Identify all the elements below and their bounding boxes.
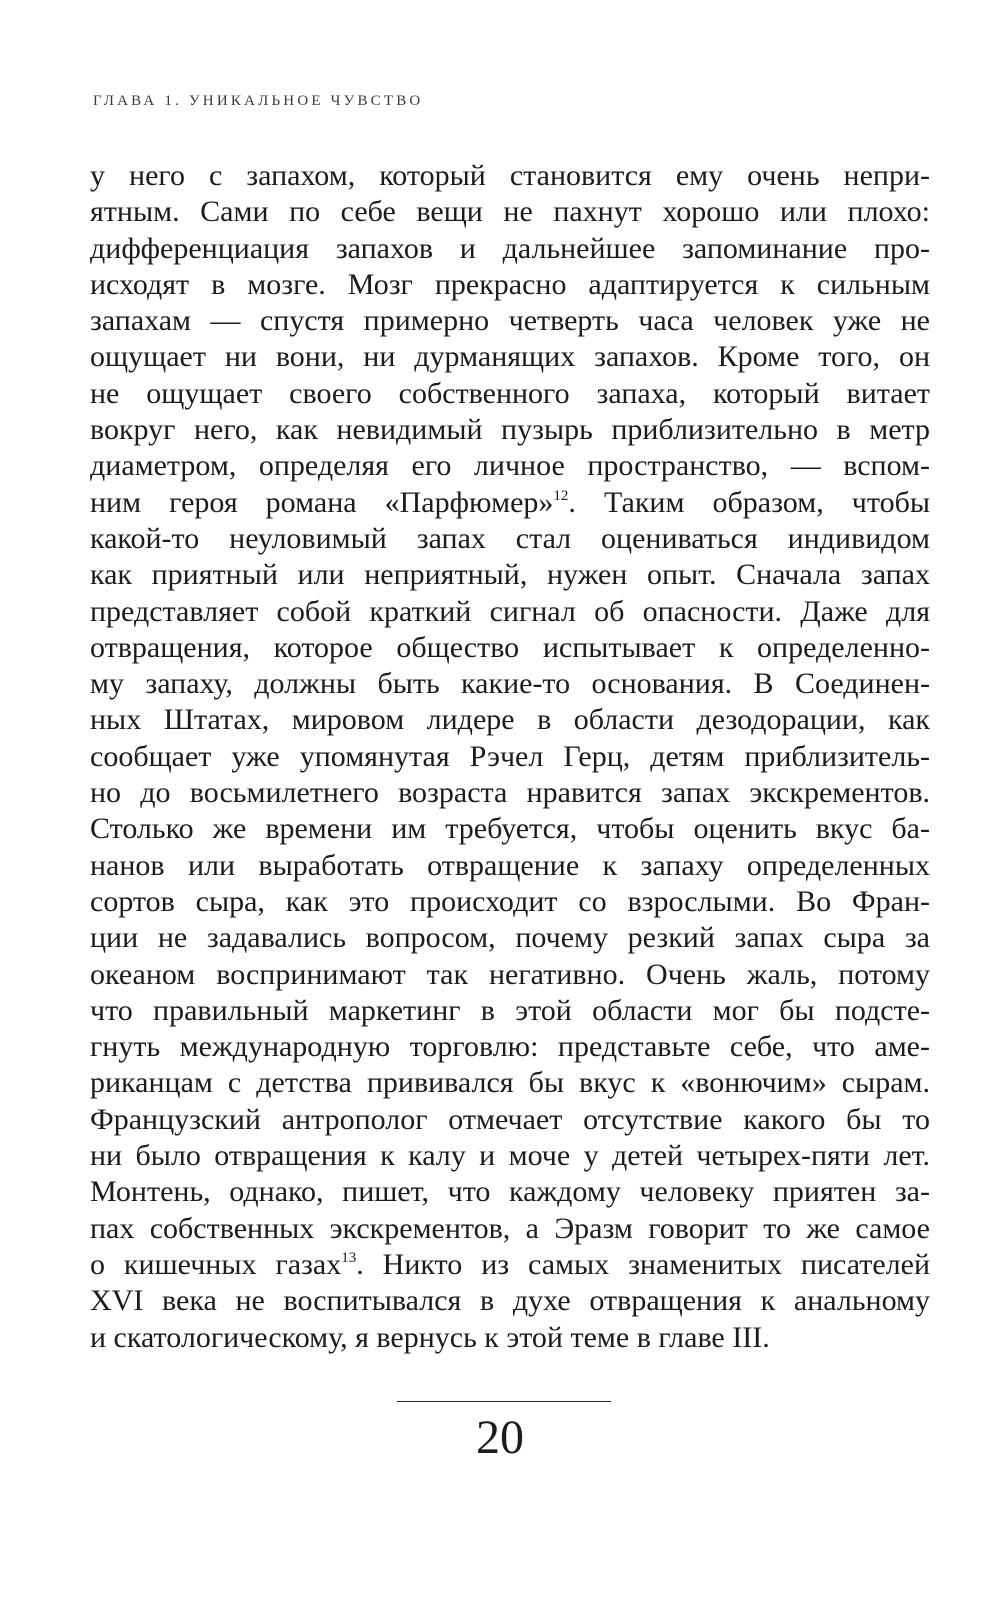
text-line-content: ятным. Сами по себе вещи не пахнут хорошо или плохо: (90, 195, 930, 229)
text-line (90, 485, 930, 521)
text-line (90, 920, 930, 956)
page-number-rule (397, 1401, 611, 1402)
text-line-content: риканцам с детства прививался бы вкус к «вонючим» сырам. (90, 1066, 930, 1100)
text-line-content: Монтень, однако, пишет, что каждому человеку приятен за- (90, 1175, 930, 1209)
text-line (90, 339, 930, 375)
text-line (90, 376, 930, 412)
text-line-content: XVI века не воспитывался в духе отвращения к анальному (90, 1284, 930, 1318)
text-line-continuation: . Таким образом, чтобы (568, 485, 930, 519)
text-line (90, 1102, 930, 1138)
text-line-content: ни было отвращения к калу и моче у детей четырех-пяти лет. (90, 1139, 930, 1173)
text-line-content: какой-то неуловимый запах стал оцениваться индивидом (90, 521, 930, 555)
text-line-content: ных Штатах, мировом лидере в области дезодорации, как (90, 703, 930, 737)
text-line-content: как приятный или неприятный, нужен опыт. Сначала запах (90, 558, 930, 592)
text-line (90, 1174, 930, 1210)
footnote-reference: 13 (341, 1249, 357, 1266)
text-line-content: не ощущает своего собственного запаха, который витает (90, 376, 930, 410)
text-line (90, 1320, 930, 1356)
text-line-content: но до восьмилетнего возраста нравится запах экскрементов. (90, 776, 930, 810)
text-line-content: запахам — спустя примерно четверть часа человек уже не (90, 304, 930, 338)
text-line (90, 412, 930, 448)
text-line-content: дифференциация запахов и дальнейшее запоминание про- (90, 231, 930, 265)
text-line (90, 303, 930, 339)
text-line (90, 702, 930, 738)
text-line (90, 957, 930, 993)
text-line (90, 1283, 930, 1319)
text-line (90, 1211, 930, 1247)
body-text (90, 158, 930, 1356)
text-line (90, 1138, 930, 1174)
text-line-content: океаном воспринимают так негативно. Очень жаль, потому (90, 957, 930, 991)
text-line (90, 1065, 930, 1101)
text-line-content: и скатологическому, я вернусь к этой теме в главе III. (90, 1320, 770, 1354)
text-line (90, 775, 930, 811)
text-line-content: сообщает уже упомянутая Рэчел Герц, детям приблизитель- (90, 739, 930, 773)
text-line-content: пах собственных экскрементов, а Эразм говорит то же самое (90, 1211, 930, 1245)
text-line (90, 594, 930, 630)
text-line (90, 448, 930, 484)
text-line-content: сортов сыра, как это происходит со взрослыми. Во Фран- (90, 884, 930, 918)
text-line-content: Французский антрополог отмечает отсутствие какого бы то (90, 1102, 930, 1136)
text-line-content: му запаху, должны быть какие-то основания. В Соединен- (90, 667, 930, 701)
text-line (90, 267, 930, 303)
text-line-content: вокруг него, как невидимый пузырь приблизительно в метр (90, 413, 930, 447)
text-line-content: гнуть международную торговлю: представьте себе, что аме- (90, 1030, 930, 1064)
text-line-content: нанов или выработать отвращение к запаху определенных (90, 848, 930, 882)
text-line (90, 158, 930, 194)
text-line-content: исходят в мозге. Мозг прекрасно адаптируется к сильным (90, 267, 930, 301)
text-line-content: что правильный маркетинг в этой области мог бы подсте- (90, 993, 930, 1027)
running-head: ГЛАВА 1. УНИКАЛЬНОЕ ЧУВСТВО (93, 93, 424, 109)
text-line (90, 811, 930, 847)
text-line-content: ощущает ни вони, ни дурманящих запахов. Кроме того, он (90, 340, 930, 374)
text-line (90, 884, 930, 920)
text-line-content: диаметром, определяя его личное пространство, — вспом- (90, 449, 930, 483)
text-line-continuation: . Никто из самых знаменитых писателей (356, 1247, 930, 1281)
text-line (90, 231, 930, 267)
text-line-content: представляет собой краткий сигнал об опасности. Даже для (90, 594, 930, 628)
text-line-content: Столько же времени им требуется, чтобы оценить вкус ба- (90, 812, 930, 846)
text-line (90, 666, 930, 702)
text-line (90, 194, 930, 230)
text-line (90, 557, 930, 593)
text-line (90, 993, 930, 1029)
text-line (90, 739, 930, 775)
text-line (90, 1029, 930, 1065)
text-line-content: отвращения, которое общество испытывает к определенно- (90, 630, 930, 664)
page-number: 20 (476, 1411, 524, 1464)
footnote-reference: 12 (553, 487, 569, 504)
text-line-content: ции не задавались вопросом, почему резкий запах сыра за (90, 921, 930, 955)
text-line (90, 630, 930, 666)
text-line-content: ним героя романа «Парфюмер» (90, 485, 554, 519)
text-line (90, 848, 930, 884)
text-line-content: о кишечных газах (90, 1247, 342, 1281)
text-line (90, 521, 930, 557)
text-line-content: у него с запахом, который становится ему очень непри- (90, 159, 930, 192)
text-line (90, 1247, 930, 1283)
